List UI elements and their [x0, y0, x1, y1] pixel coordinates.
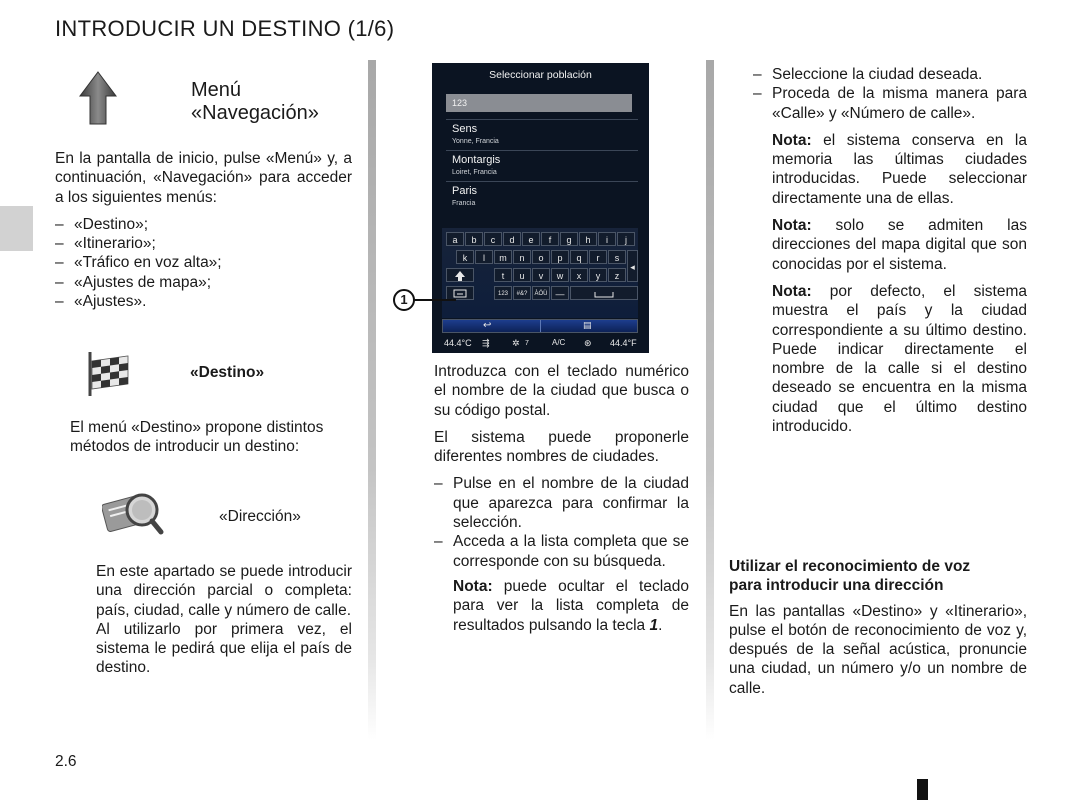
address-search-icon — [102, 490, 164, 540]
climate-status-bar — [432, 334, 649, 353]
list-item: – «Itinerario»; — [55, 234, 352, 253]
keyboard-key[interactable]: h — [579, 232, 597, 246]
bottom-action-bar — [442, 319, 638, 333]
screen-title: Seleccionar población — [489, 69, 592, 81]
keyboard-key[interactable]: b — [465, 232, 483, 246]
direccion-block — [96, 562, 352, 678]
direccion-paragraph: En este apartado se puede introducir una dirección parcial o completa: país, ciudad, calle y número de calle. — [96, 563, 352, 619]
left-temperature: 44.4°C — [444, 338, 472, 348]
keyboard-key[interactable]: f — [541, 232, 559, 246]
list-item: – Pulse en el nombre de la ciudad que aparezca para confirmar la selección. — [434, 474, 689, 532]
nota-hide-keyboard: Nota: puede ocultar el teclado para ver la lista completa de resultados pulsando la tecla 1. — [453, 577, 689, 634]
keyboard-key[interactable]: c — [484, 232, 502, 246]
keyboard-key[interactable]: r — [589, 250, 607, 264]
list-item: – «Ajustes de mapa»; — [55, 273, 352, 292]
keyboard-icon — [453, 289, 467, 299]
nota-digital-map: Nota: solo se admiten las direcciones del mapa digital que son conocidas por el sistema. — [772, 217, 1027, 273]
auto-climate-icon[interactable]: ⊛ — [584, 338, 592, 348]
fan-icon[interactable]: ✲ — [512, 338, 520, 348]
keyboard-key[interactable]: t — [494, 268, 512, 282]
list-icon[interactable]: ▤ — [583, 320, 592, 330]
voice-heading: Utilizar el reconocimiento de voz para introducir una dirección — [729, 558, 971, 595]
destino-heading: «Destino» — [190, 364, 265, 381]
fan-speed: 7 — [525, 340, 529, 347]
city-input[interactable]: 123 — [446, 94, 632, 112]
hide-keyboard-key[interactable] — [446, 286, 474, 300]
list-item: – «Destino»; — [55, 215, 352, 234]
page-corner-mark — [917, 779, 928, 800]
keyboard-key[interactable]: q — [570, 250, 588, 264]
accents-key[interactable]: ÀÖÜ — [532, 286, 550, 300]
keyboard-key[interactable]: x — [570, 268, 588, 282]
list-item: – «Tráfico en voz alta»; — [55, 253, 352, 272]
keyboard-key[interactable]: i — [598, 232, 616, 246]
intro-paragraph: En la pantalla de inicio, pulse «Menú» y, a continuación, «Navegación» para acceder a los siguientes menús: — [55, 150, 352, 206]
col2-paragraph: El sistema puede proponerle diferentes nombres de ciudades. — [434, 428, 689, 466]
numbers-key[interactable]: 123 — [494, 286, 512, 300]
page-number: 2.6 — [55, 753, 77, 770]
nota-memory: Nota: el sistema conserva en la memoria las últimas ciudades introducidas. Puede seleccionar directamente una de ellas. — [772, 131, 1027, 207]
backspace-key[interactable] — [627, 250, 638, 282]
symbols-key[interactable]: #&? — [513, 286, 531, 300]
callout-line — [414, 299, 456, 301]
direccion-paragraph: Al utilizarlo por primera vez, el sistema le pedirá que elija el país de destino. — [96, 620, 352, 677]
direccion-heading: «Dirección» — [219, 508, 301, 525]
destino-paragraph: El menú «Destino» propone distintos métodos de introducir un destino: — [70, 419, 324, 456]
column-divider — [706, 60, 714, 740]
dash-key[interactable]: — — [551, 286, 569, 300]
nota-default: Nota: por defecto, el sistema muestra el país y la ciudad correspondiente a su último destino. Puede indicar directamente el nombre de la calle si el destino deseado se encuentra en la misma ciudad que el último destino introducido. — [772, 282, 1027, 436]
list-item: – Acceda a la lista completa que se corresponde con su búsqueda. — [434, 532, 689, 571]
keyboard-key[interactable]: m — [494, 250, 512, 264]
keyboard-key[interactable]: o — [532, 250, 550, 264]
space-key[interactable] — [570, 286, 638, 300]
keyboard-key[interactable]: a — [446, 232, 464, 246]
menu-list — [55, 215, 352, 311]
col3-text-block — [772, 65, 1027, 444]
ac-button[interactable]: A/C — [552, 338, 566, 347]
keyboard-key[interactable]: g — [560, 232, 578, 246]
checkered-flag-icon — [85, 350, 135, 398]
result-item[interactable]: Montargis Loiret, Francia — [446, 150, 638, 182]
voice-paragraph: En las pantallas «Destino» y «Itinerario», pulse el botón de reconocimiento de voz y, después de la señal acústica, pronuncie una ciudad, un número y/o un nombre de calle. — [729, 602, 1027, 697]
col1-intro-block — [55, 149, 352, 311]
keyboard-key[interactable]: z — [608, 268, 626, 282]
keyboard-key[interactable]: p — [551, 250, 569, 264]
callout-marker: 1 — [393, 289, 415, 311]
list-item: – «Ajustes». — [55, 292, 352, 311]
col2-list — [434, 474, 689, 570]
keyboard-key[interactable]: l — [475, 250, 493, 264]
navigation-arrow-icon — [78, 70, 118, 126]
list-item: – Proceda de la misma manera para «Calle» y «Número de calle». — [753, 84, 1027, 123]
result-item[interactable]: Paris Francia — [446, 181, 638, 213]
keyboard-key[interactable]: e — [522, 232, 540, 246]
list-item: – Seleccione la ciudad deseada. — [753, 65, 1027, 84]
right-temperature: 44.4°F — [610, 338, 637, 348]
keyboard-key[interactable]: j — [617, 232, 635, 246]
shift-arrow-icon — [455, 271, 465, 281]
back-icon[interactable]: ↩ — [483, 320, 492, 331]
menu-navegacion-heading: Menú «Navegación» — [191, 79, 319, 124]
keyboard-key[interactable]: y — [589, 268, 607, 282]
keyboard-key[interactable]: v — [532, 268, 550, 282]
result-item[interactable]: Sens Yonne, Francia — [446, 119, 638, 151]
col3-list — [753, 65, 1027, 123]
keyboard-key[interactable]: n — [513, 250, 531, 264]
seat-airflow-icon[interactable]: ⇶ — [482, 338, 490, 348]
keyboard-key[interactable]: w — [551, 268, 569, 282]
space-icon — [594, 291, 614, 299]
voice-section — [729, 557, 1027, 698]
shift-key[interactable] — [446, 268, 474, 282]
col2-text-block — [434, 362, 689, 643]
column-divider — [368, 60, 376, 740]
page-title: INTRODUCIR UN DESTINO (1/6) — [55, 16, 395, 41]
section-tab — [0, 206, 33, 251]
keyboard-key[interactable]: u — [513, 268, 531, 282]
keyboard-key[interactable]: d — [503, 232, 521, 246]
keyboard-key[interactable]: k — [456, 250, 474, 264]
navigation-screen — [432, 63, 649, 353]
col2-paragraph: Introduzca con el teclado numérico el nombre de la ciudad que busca o su código postal. — [434, 363, 689, 419]
on-screen-keyboard — [442, 228, 638, 318]
backspace-arrow-icon: ◂ — [630, 262, 635, 272]
keyboard-key[interactable]: s — [608, 250, 626, 264]
